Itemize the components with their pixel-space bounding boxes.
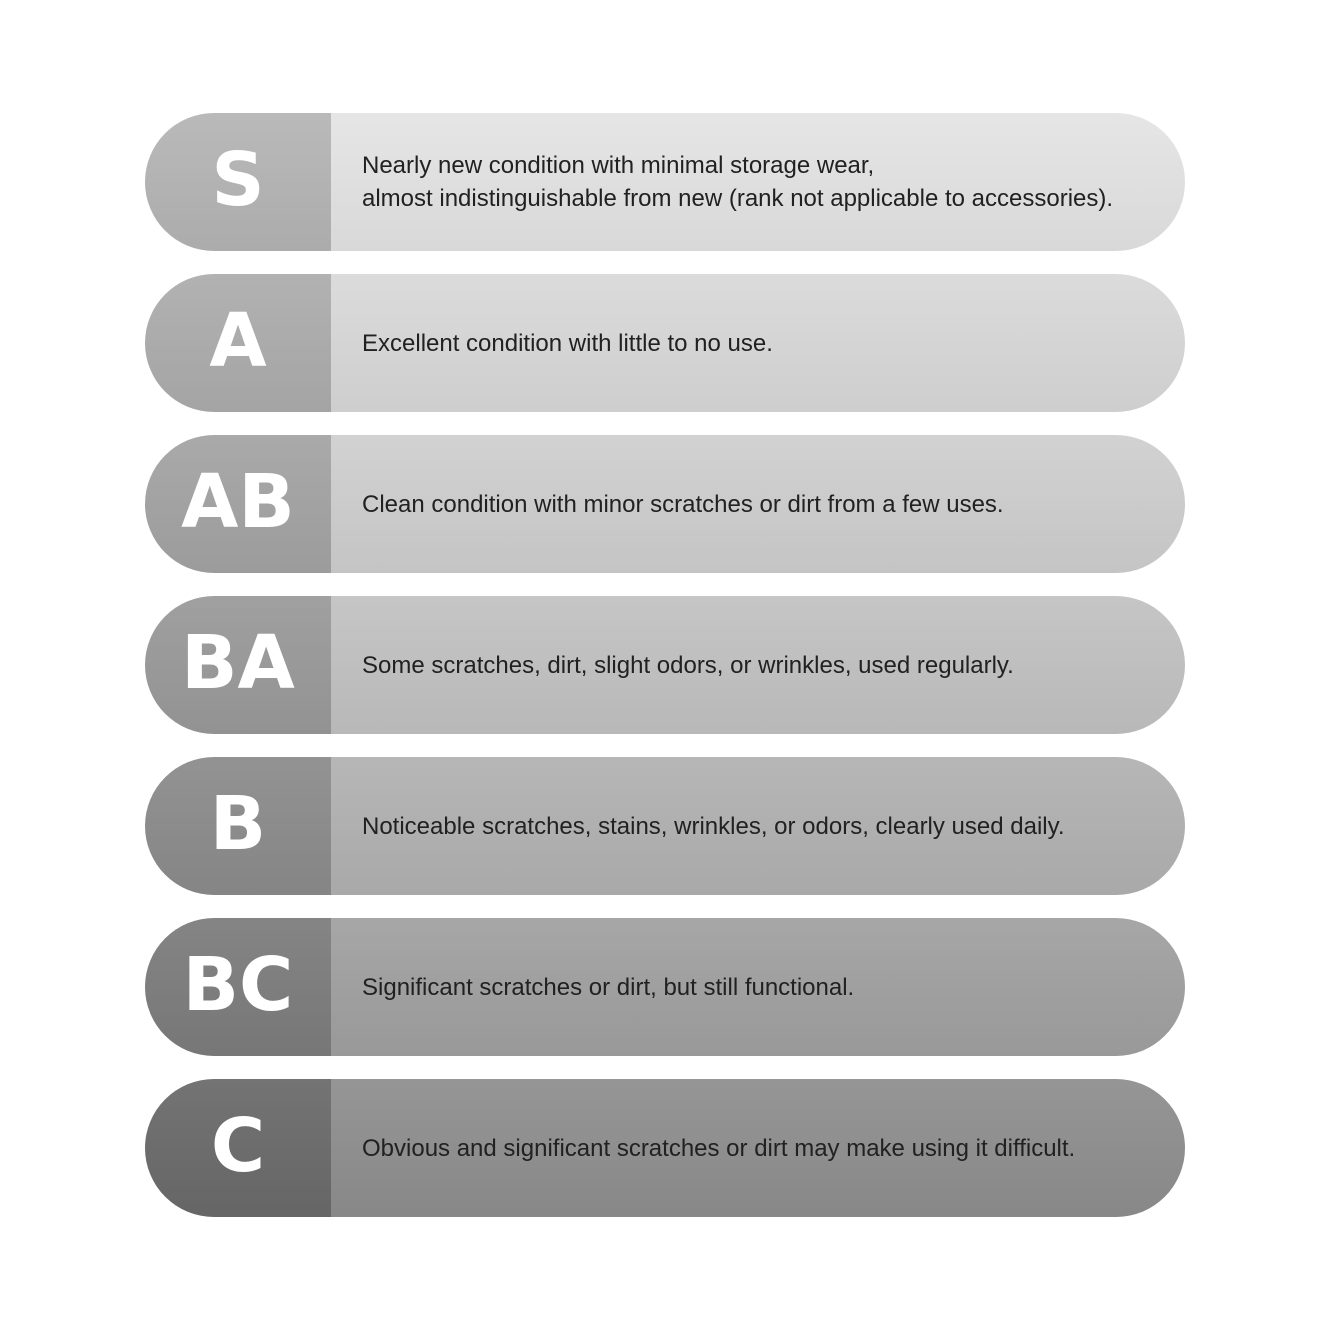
rank-letter: BC xyxy=(182,942,294,1028)
rank-description-text xyxy=(362,488,1137,521)
rank-badge xyxy=(145,1079,331,1217)
rank-description-text xyxy=(362,149,1137,215)
rank-letter: S xyxy=(211,137,265,223)
rank-description-line: Clean condition with minor scratches or dirt from a few uses. xyxy=(362,490,1004,518)
rank-row xyxy=(145,274,1185,412)
rank-description-line: Some scratches, dirt, slight odors, or wrinkles, used regularly. xyxy=(362,651,1014,679)
rank-description xyxy=(331,1079,1185,1217)
rank-row xyxy=(145,1079,1185,1217)
rank-description-line: Noticeable scratches, stains, wrinkles, or odors, clearly used daily. xyxy=(362,812,1065,840)
rank-description-text xyxy=(362,327,1137,360)
rank-description-text xyxy=(362,1132,1137,1165)
rank-description xyxy=(331,918,1185,1056)
condition-rank-chart xyxy=(145,113,1185,1217)
rank-row xyxy=(145,113,1185,251)
rank-badge xyxy=(145,435,331,573)
rank-description xyxy=(331,113,1185,251)
rank-badge xyxy=(145,596,331,734)
rank-description-text xyxy=(362,810,1137,843)
rank-letter: BA xyxy=(181,620,295,706)
rank-letter: C xyxy=(210,1103,266,1189)
rank-description-line: almost indistinguishable from new (rank not applicable to accessories). xyxy=(362,185,1114,212)
rank-badge xyxy=(145,918,331,1056)
rank-description-line: Obvious and significant scratches or dirt may make using it difficult. xyxy=(362,1134,1076,1162)
rank-letter: AB xyxy=(181,459,295,545)
rank-description-line: Nearly new condition with minimal storage wear, xyxy=(362,152,875,179)
rank-description xyxy=(331,435,1185,573)
rank-row xyxy=(145,435,1185,573)
rank-description-line: Significant scratches or dirt, but still functional. xyxy=(362,973,855,1001)
rank-letter: B xyxy=(209,781,267,867)
rank-description-text xyxy=(362,971,1137,1004)
rank-badge xyxy=(145,757,331,895)
rank-badge xyxy=(145,113,331,251)
rank-description-line: Excellent condition with little to no use. xyxy=(362,329,773,357)
rank-row xyxy=(145,918,1185,1056)
rank-description xyxy=(331,274,1185,412)
rank-description xyxy=(331,757,1185,895)
rank-description-text xyxy=(362,649,1137,682)
rank-row xyxy=(145,596,1185,734)
rank-letter: A xyxy=(209,298,267,384)
rank-description xyxy=(331,596,1185,734)
rank-row xyxy=(145,757,1185,895)
rank-badge xyxy=(145,274,331,412)
